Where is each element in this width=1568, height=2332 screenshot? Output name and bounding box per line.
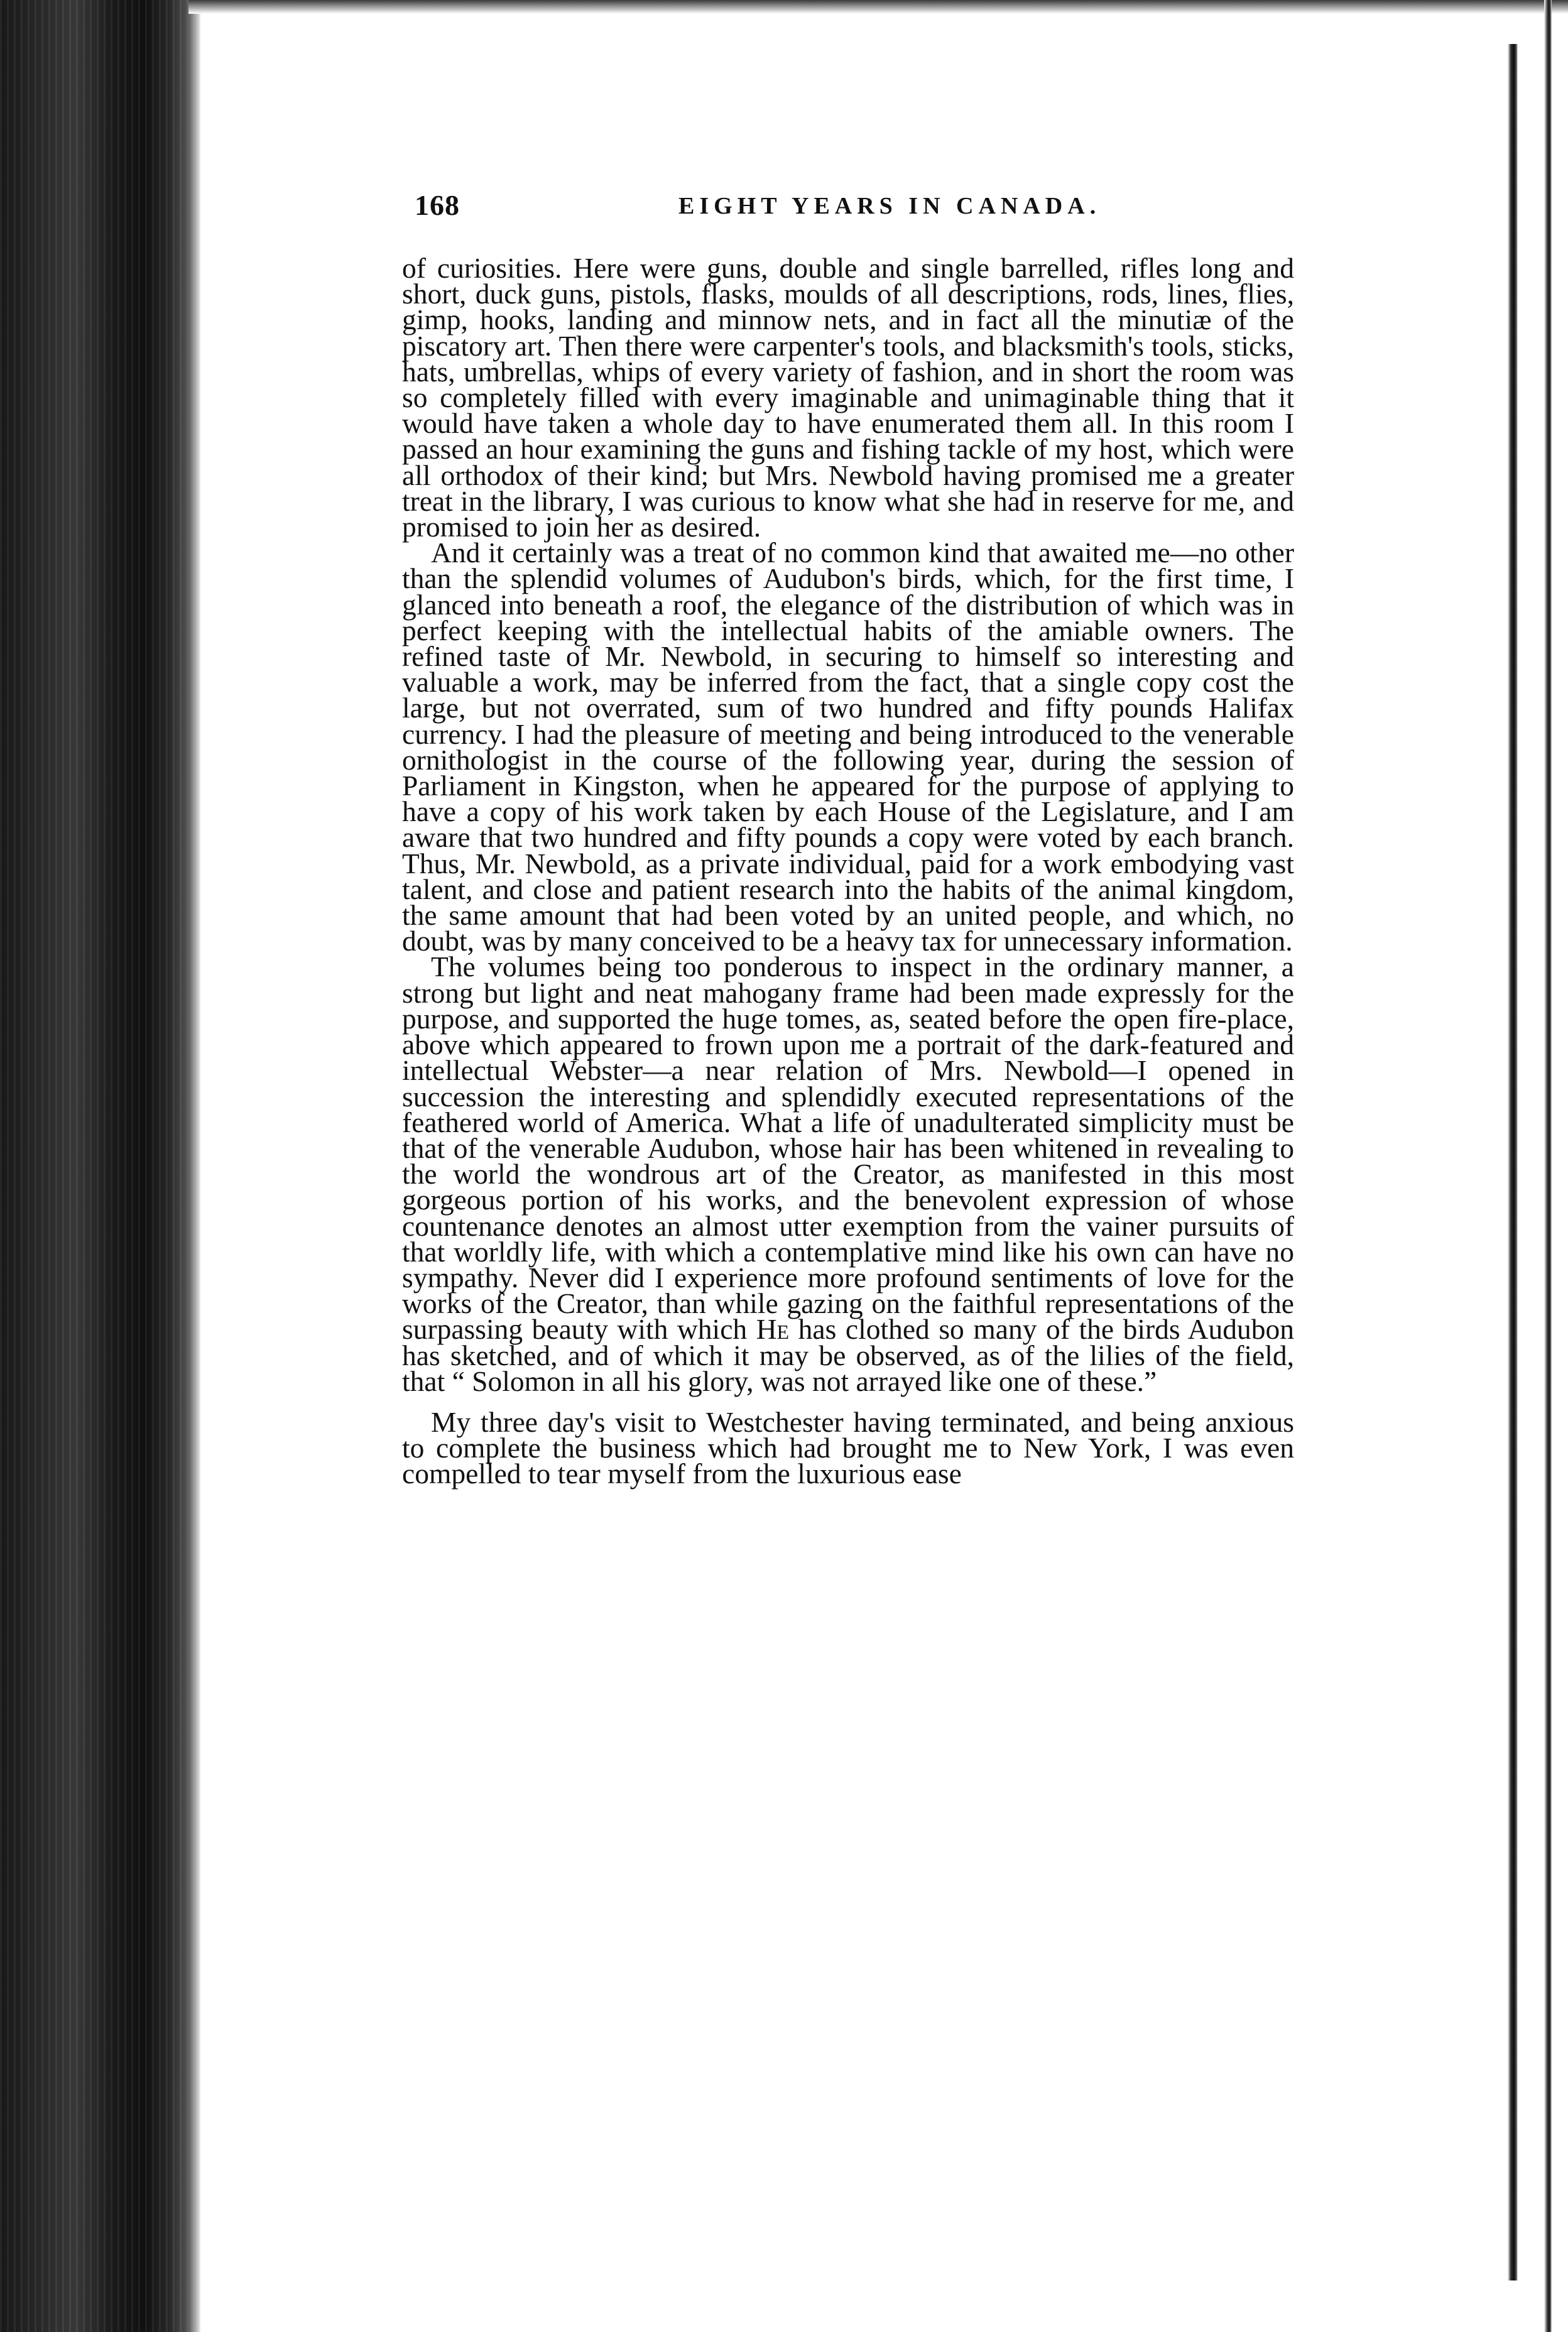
paragraph-1: of curiosities. Here were guns, double and single barrelled, rifles long and short, duck guns, pistols, flasks, moulds of all descriptions, rods, lines, flies, gimp, hooks, landing and minnow nets, and in fact all the minutiæ of the piscatory art. Then there were carpenter's tools, and blacksmith's tools, sticks, hats, umbrellas, whips of every variety of fashion, and in short the room was so completely filled with every imaginable and unimaginable thing that it would have taken a whole day to have enumerated them all. In this room I passed an hour examining the guns and fishing tackle of my host, which were all orthodox of their kind; but Mrs. Newbold having promised me a greater treat in the library, I was curious to know what she had in reserve for me, and promised to join her as desired. [402,252,1294,543]
top-scan-shadow [188,0,1568,14]
binding-texture [0,0,188,2332]
page-number: 168 [415,189,460,221]
right-cover-edge [1544,0,1552,2332]
running-title: EIGHT YEARS IN CANADA. [678,193,1101,219]
running-head [402,188,1294,232]
body-text [402,252,1294,1490]
paragraph-3 [402,951,1294,1397]
right-page-edge [1508,44,1518,2280]
paragraph-2: And it certainly was a treat of no common kind that awaited me—no other than the splendid volumes of Audubon's birds, which, for the first time, I glanced into beneath a roof, the elegance of the distribution of which was in perfect keeping with the intellectual habits of the amiable owners. The refined taste of Mr. Newbold, in securing to himself so interesting and valuable a work, may be inferred from the fact, that a single copy cost the large, but not overrated, sum of two hundred and fifty pounds Halifax currency. I had the pleasure of meeting and being introduced to the venerable ornithologist in the course of the following year, during the session of Parliament in Kingston, when he appeared for the purpose of applying to have a copy of his work taken by each House of the Legislature, and I am aware that two hundred and fifty pounds a copy were voted by each branch. Thus, Mr. Newbold, as a private individual, paid for a work embodying vast talent, and close and patient research into the habits of the animal kingdom, the same amount that had been voted by an united people, and which, no doubt, was by many conceived to be a heavy tax for unnecessary information. [402,537,1294,957]
book-page [402,188,1294,1490]
paragraph-3-text: The volumes being too ponderous to inspect in the ordinary manner, a strong but light and neat mahogany frame had been made expressly for the purpose, and supported the huge tomes, as, seated before the open fire-place, above which appeared to frown upon me a portrait of the dark-featured and intellectual Webster—a near relation of Mrs. Newbold—I opened in succession the interesting and splendidly executed representations of the feathered world of America. What a life of unadulterated simplicity must be that of the venerable Audubon, whose hair has been whitened in revealing to the world the wondrous art of the Creator, as manifested in this most gorgeous portion of his works, and the benevolent expression of whose countenance denotes an almost utter exemption from the vainer pursuits of that worldly life, with which a contemplative mind like his own can have no sympathy. Never did I experience more profound sentiments of love for the works of the Creator, than while gazing on the faithful representations of the surpassing beauty with which [402,951,1294,1346]
paragraph-3-tail: has clothed so many of the birds Audubon has sketched, and of which it may be observed, as of the lilies of the field, that “ Solomon in all his glory, was not arrayed like one of these.” [402,1313,1294,1397]
he-small-caps: He [756,1313,790,1346]
paragraph-4: My three day's visit to Westchester having terminated, and being anxious to complete the business which had brought me to New York, I was even compelled to tear myself from the luxurious ease [402,1405,1294,1490]
